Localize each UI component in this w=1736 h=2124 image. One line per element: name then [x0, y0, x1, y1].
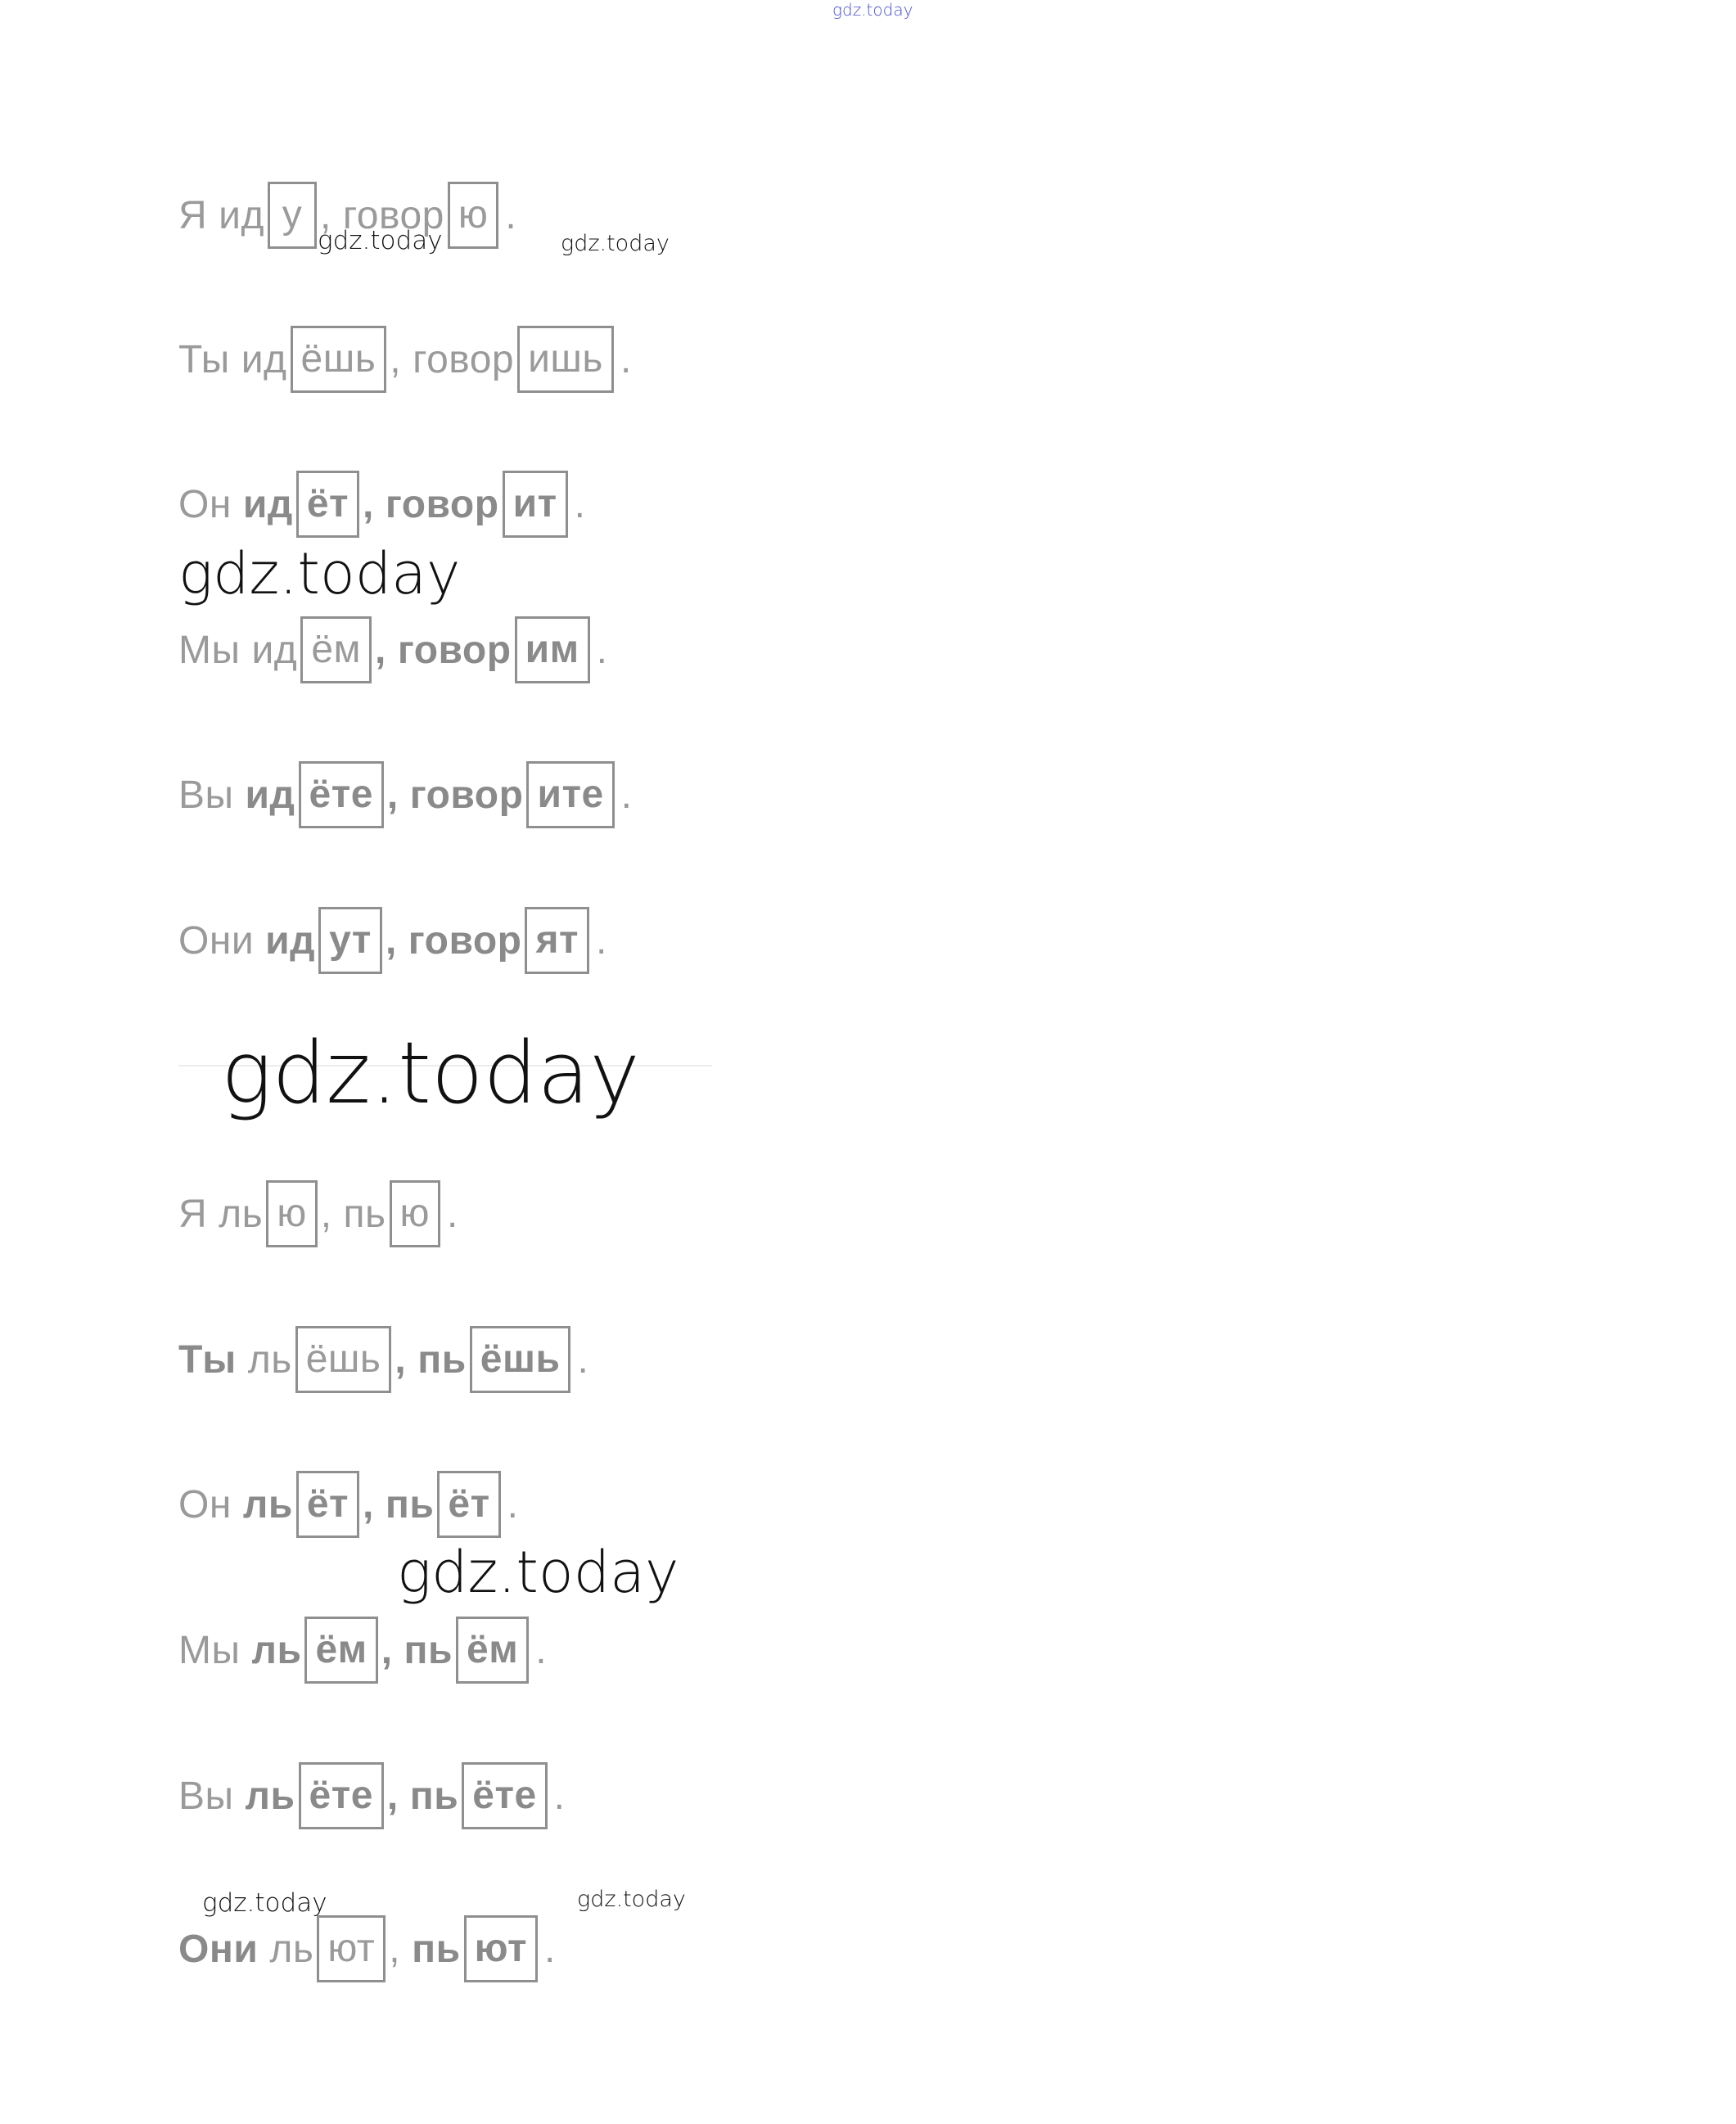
ending-box: ёт — [296, 471, 359, 538]
watermark: gdz.today — [397, 1539, 679, 1606]
stem: пь — [409, 1774, 459, 1818]
conjugation-line — [178, 1471, 518, 1538]
conjugation-line — [178, 761, 633, 828]
separator: , — [320, 1192, 332, 1236]
conjugation-line — [178, 1762, 566, 1829]
pronoun: Ты — [178, 337, 230, 381]
punctuation: . — [596, 628, 608, 672]
stem: ид — [245, 773, 295, 817]
ending-box: ут — [318, 907, 382, 974]
conjugation-line — [178, 471, 585, 538]
stem: ль — [219, 1192, 264, 1236]
punctuation: . — [620, 773, 633, 817]
punctuation: . — [535, 1628, 548, 1672]
ending-box: им — [515, 616, 590, 683]
stem: пь — [412, 1927, 461, 1971]
stem: ль — [251, 1628, 302, 1672]
separator: , — [386, 773, 399, 817]
separator: , — [375, 628, 386, 672]
separator: , — [385, 918, 397, 963]
watermark-top: gdz.today — [832, 0, 913, 20]
pronoun: Я — [178, 193, 208, 237]
punctuation: . — [620, 337, 632, 381]
watermark: gdz.today — [318, 226, 443, 255]
pronoun: Мы — [178, 1628, 241, 1672]
pronoun: Вы — [178, 1774, 234, 1818]
ending-box: ют — [464, 1915, 538, 1982]
pronoun: Я — [178, 1192, 208, 1236]
separator: , — [381, 1628, 393, 1672]
ending-box: ю — [266, 1180, 318, 1247]
stem: ид — [251, 628, 298, 672]
pronoun: Он — [178, 482, 232, 526]
stem: говор — [408, 918, 522, 963]
stem: ид — [242, 482, 293, 526]
separator: , — [320, 193, 331, 237]
stem: пь — [417, 1337, 467, 1382]
conjugation-line — [178, 907, 607, 974]
pronoun: Он — [178, 1482, 232, 1526]
ending-box: ёт — [296, 1471, 359, 1538]
ending-box: ишь — [517, 326, 614, 393]
punctuation: . — [507, 1482, 519, 1526]
ending-box: ёте — [299, 1762, 384, 1829]
stem: говор — [385, 482, 499, 526]
stem: ль — [245, 1774, 295, 1818]
ending-box: ёшь — [295, 1326, 392, 1393]
ending-box: ёшь — [470, 1326, 571, 1393]
separator: , — [390, 337, 402, 381]
separator: , — [386, 1774, 399, 1818]
conjugation-line — [178, 1915, 556, 1982]
stem: говор — [409, 773, 524, 817]
separator: , — [395, 1337, 407, 1382]
stem: ль — [247, 1337, 292, 1382]
stem: говор — [397, 628, 512, 672]
separator: , — [363, 482, 374, 526]
ending-box: ят — [525, 907, 589, 974]
separator: , — [363, 1482, 374, 1526]
ending-box: ю — [448, 182, 499, 249]
stem: ль — [269, 1927, 314, 1971]
punctuation: . — [596, 918, 607, 963]
conjugation-line — [178, 616, 607, 683]
stem: говор — [413, 337, 515, 381]
stem: пь — [343, 1192, 386, 1236]
ending-box: ём — [456, 1617, 529, 1684]
punctuation: . — [574, 482, 586, 526]
ending-box: у — [268, 182, 317, 249]
ending-box: ют — [317, 1915, 386, 1982]
pronoun: Они — [178, 1927, 259, 1971]
stem: ид — [219, 193, 264, 237]
ending-box: ём — [300, 616, 372, 683]
watermark: gdz.today — [178, 540, 461, 607]
stem: ид — [265, 918, 316, 963]
ending-box: ёте — [462, 1762, 547, 1829]
conjugation-line — [178, 326, 632, 393]
ending-box: ю — [390, 1180, 441, 1247]
pronoun: Ты — [178, 1337, 237, 1382]
pronoun: Вы — [178, 773, 234, 817]
ending-box: ёт — [437, 1471, 500, 1538]
stem: пь — [404, 1628, 453, 1672]
watermark: gdz.today — [561, 231, 670, 256]
conjugation-line — [178, 1326, 588, 1393]
stem: говор — [342, 193, 444, 237]
conjugation-line — [178, 1180, 458, 1247]
punctuation: . — [577, 1337, 589, 1382]
punctuation: . — [553, 1774, 566, 1818]
ending-box: ит — [503, 471, 568, 538]
stem: пь — [385, 1482, 435, 1526]
separator: , — [389, 1927, 401, 1971]
conjugation-line — [178, 1617, 547, 1684]
stem: ид — [241, 337, 287, 381]
pronoun: Мы — [178, 628, 241, 672]
punctuation: . — [543, 1927, 556, 1971]
ending-box: ём — [304, 1617, 377, 1684]
watermark: gdz.today — [202, 1888, 327, 1918]
pronoun: Они — [178, 918, 255, 963]
stem: ль — [242, 1482, 293, 1526]
ending-box: ёшь — [291, 326, 387, 393]
punctuation: . — [447, 1192, 458, 1236]
watermark: gdz.today — [221, 1023, 640, 1123]
punctuation: . — [505, 193, 517, 237]
watermark: gdz.today — [577, 1887, 686, 1912]
ending-box: ёте — [299, 761, 384, 828]
ending-box: ите — [526, 761, 614, 828]
